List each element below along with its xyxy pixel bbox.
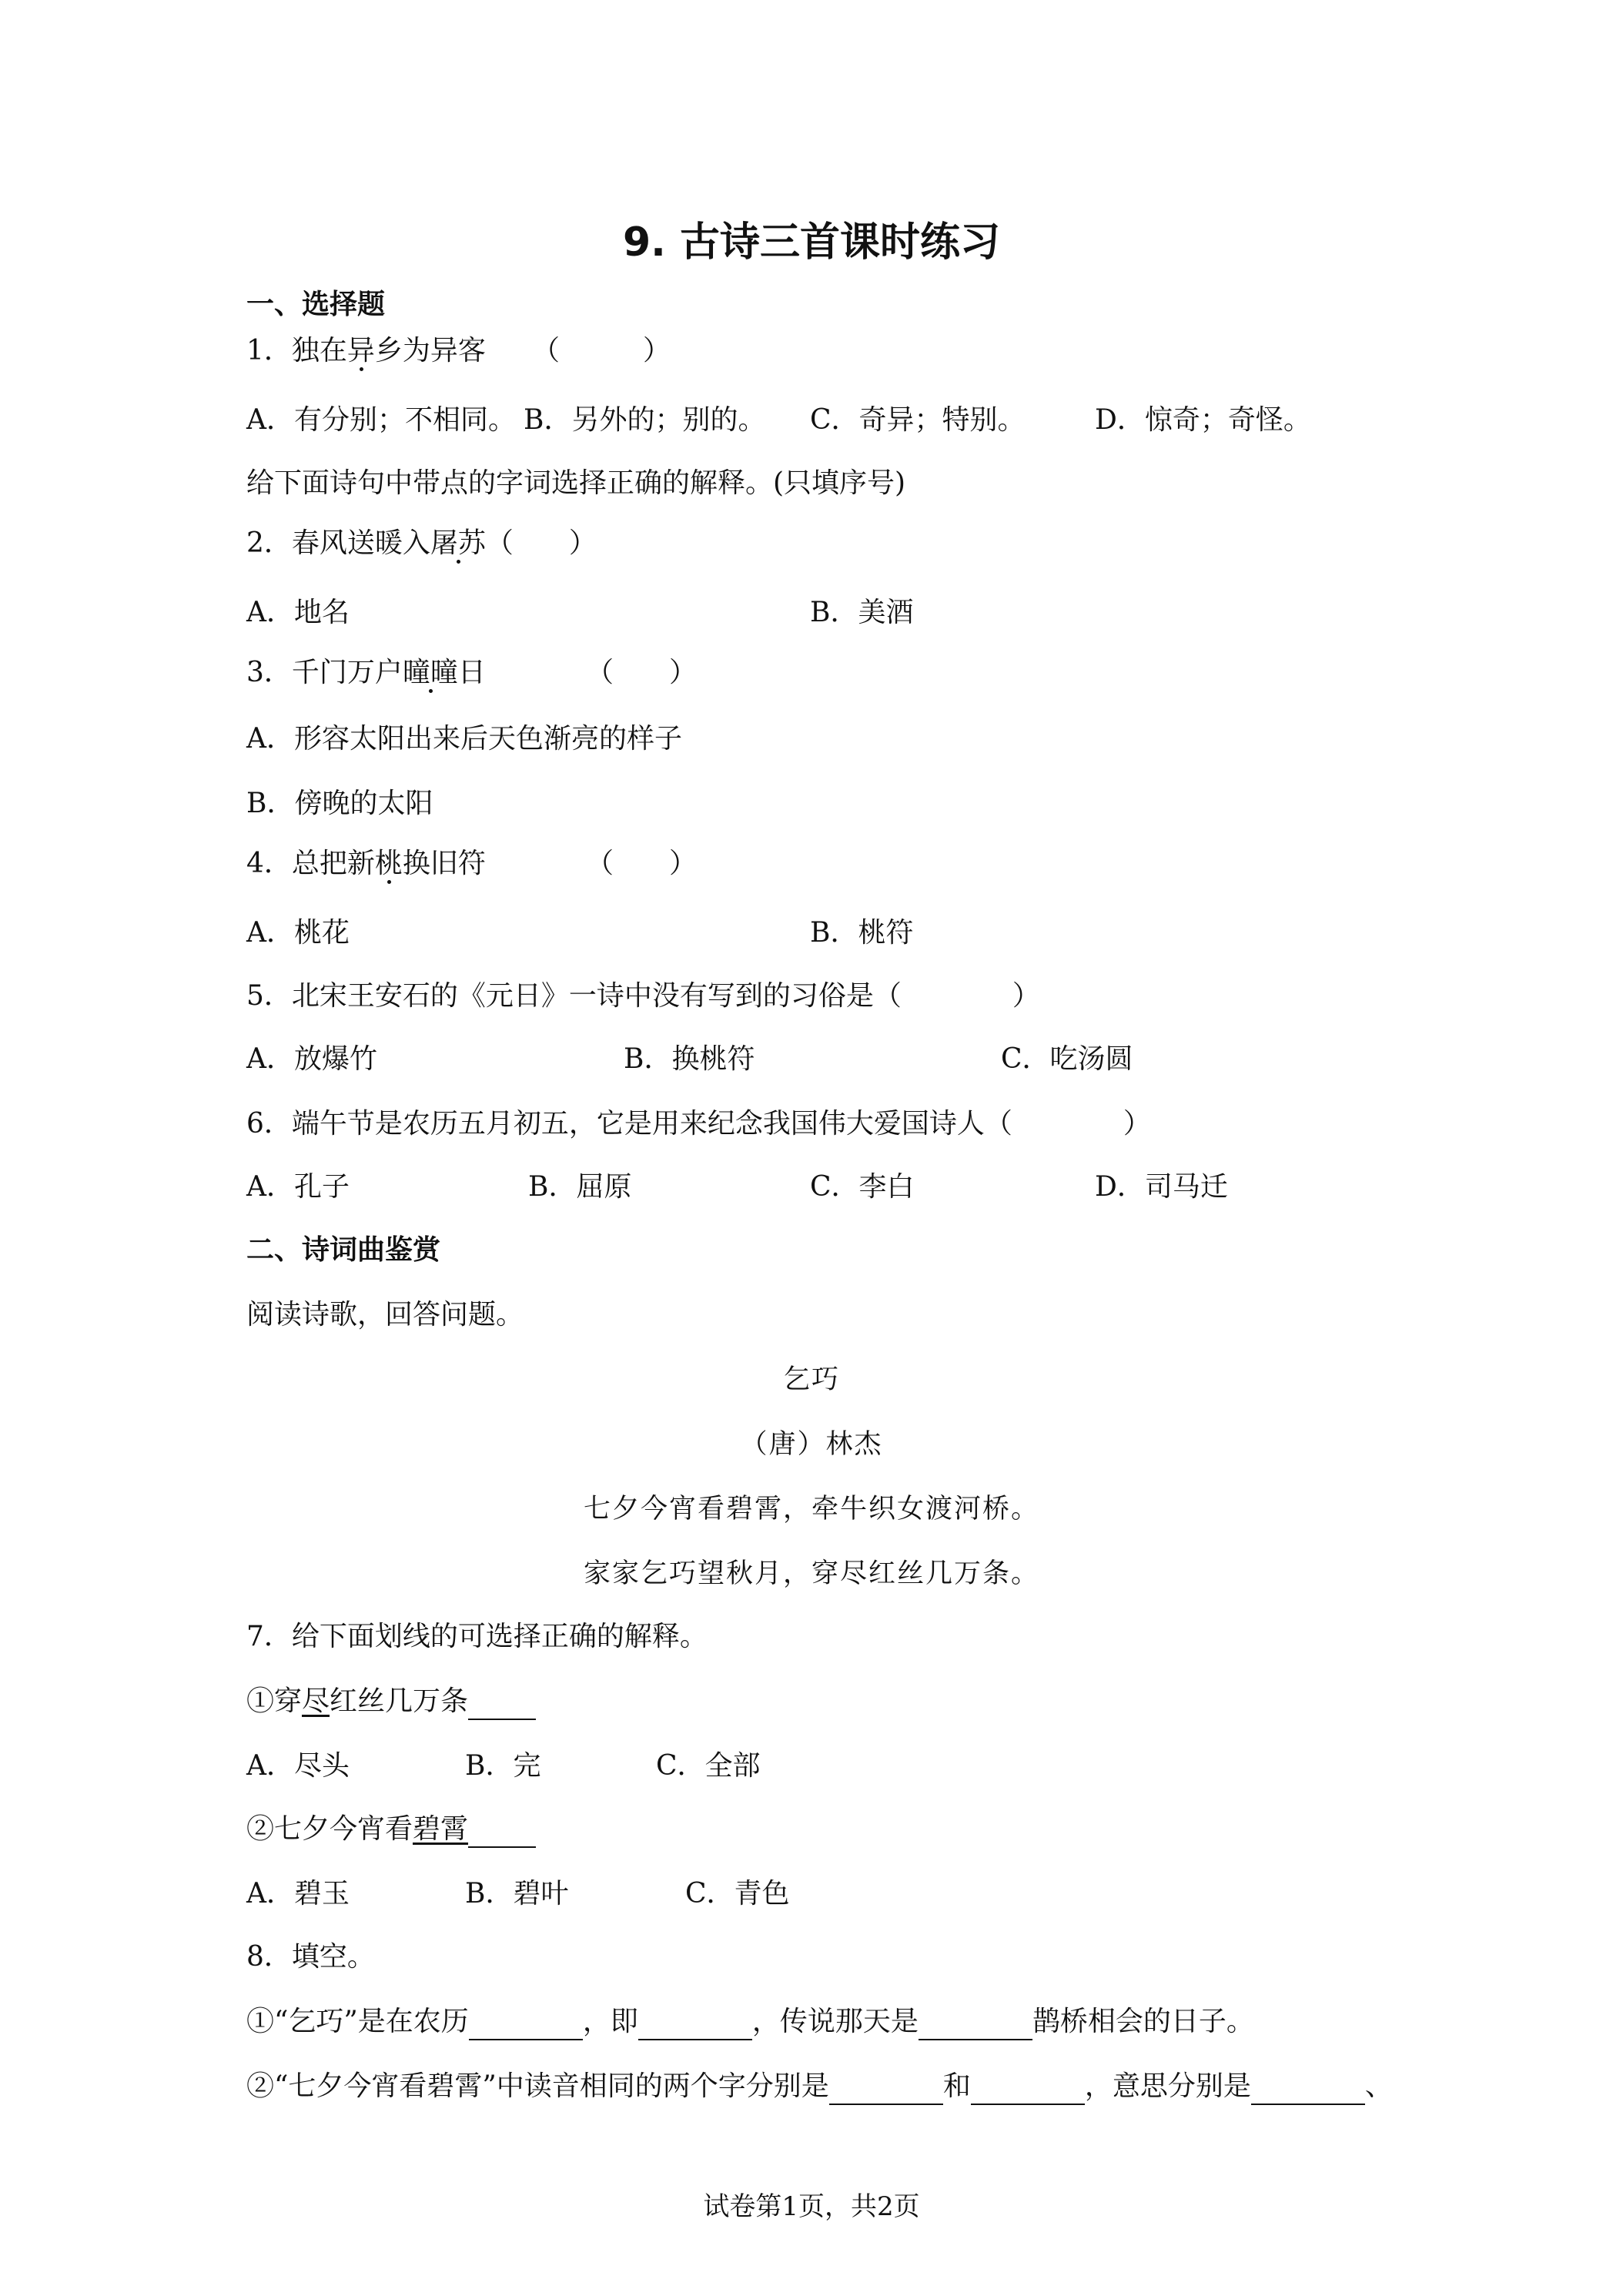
dotted-char: 异 [346, 335, 375, 366]
underlined-word: 碧霄 [413, 1813, 469, 1845]
question-4: 4．总把新桃换旧符 （ ） [246, 848, 697, 879]
dotted-char: 屠苏 [430, 527, 486, 559]
question-2-option-b: B．美酒 [810, 597, 914, 628]
answer-blank [469, 2010, 583, 2040]
question-1-option-c: C．奇异；特别。 [810, 404, 1026, 436]
question-3-option-b: B．傍晚的太阳 [246, 788, 433, 819]
question-7-sub-2-option-a: A．碧玉 [246, 1878, 350, 1909]
question-5-option-c: C．吃汤圆 [1001, 1043, 1133, 1075]
answer-blank [638, 2010, 752, 2040]
answer-blank [468, 1689, 536, 1720]
question-1-option-a: A．有分别；不相同。 [246, 404, 516, 436]
poem-line-1: 七夕今宵看碧霄，牵牛织女渡河桥。 [583, 1494, 1039, 1525]
section-heading-choice: 一、选择题 [246, 289, 386, 320]
question-4-option-b: B．桃符 [810, 917, 914, 949]
question-1: 1．独在异乡为异客 （ ） [246, 335, 671, 366]
question-8-line-2: ②“七夕今宵看碧霄”中读音相同的两个字分别是 和 ，意思分别是 、 [246, 2068, 1393, 2105]
underlined-char: 尽 [302, 1685, 330, 1717]
answer-blank [1251, 2074, 1365, 2105]
question-2-option-a: A．地名 [246, 597, 350, 628]
dotted-char: 桃 [374, 848, 403, 879]
answer-blank [971, 2074, 1085, 2105]
question-6-option-b: B．屈原 [528, 1171, 632, 1203]
page-footer: 试卷第1页，共2页 [703, 2191, 920, 2222]
question-7-sub-2-option-b: B．碧叶 [465, 1878, 569, 1909]
page-title: 9. 古诗三首课时练习 [622, 219, 1001, 266]
poem-line-2: 家家乞巧望秋月，穿尽红丝几万条。 [583, 1558, 1039, 1589]
read-prompt: 阅读诗歌，回答问题。 [246, 1299, 524, 1330]
question-7-sub-1: ①穿尽红丝几万条 [246, 1683, 536, 1720]
poem-title: 乞巧 [782, 1364, 840, 1395]
answer-blank [919, 2010, 1032, 2040]
question-7-sub-1-option-b: B．完 [465, 1750, 541, 1782]
question-8-line-1: ①“乞巧”是在农历 ，即 ，传说那天是 鹊桥相会的日子。 [246, 2003, 1254, 2040]
answer-blank [468, 1817, 536, 1848]
question-7-sub-1-option-c: C．全部 [656, 1750, 761, 1782]
question-6-option-d: D．司马迁 [1095, 1171, 1228, 1203]
question-3: 3．千门万户曈曈日 （ ） [246, 657, 697, 688]
question-6-option-c: C．李白 [810, 1171, 915, 1203]
question-6-option-a: A．孔子 [246, 1171, 350, 1203]
question-8: 8．填空。 [246, 1941, 375, 1973]
answer-blank [829, 2074, 943, 2105]
question-5: 5．北宋王安石的《元日》一诗中没有写到的习俗是（ ） [246, 980, 1040, 1012]
question-6: 6．端午节是农历五月初五，它是用来纪念我国伟大爱国诗人（ ） [246, 1108, 1151, 1140]
question-5-option-b: B．换桃符 [624, 1043, 755, 1075]
question-7-sub-2-option-c: C．青色 [685, 1878, 790, 1909]
question-5-option-a: A．放爆竹 [246, 1043, 377, 1075]
section-heading-poetry: 二、诗词曲鉴赏 [246, 1234, 441, 1266]
question-4-option-a: A．桃花 [246, 917, 350, 949]
question-1-option-b: B．另外的；别的。 [524, 404, 766, 436]
question-3-option-a: A．形容太阳出来后天色渐亮的样子 [246, 723, 682, 755]
instruction-text: 给下面诗句中带点的字词选择正确的解释。(只填序号) [246, 467, 906, 499]
dotted-char: 曈曈 [402, 657, 458, 688]
question-1-option-d: D．惊奇；奇怪。 [1095, 404, 1311, 436]
question-7-sub-1-option-a: A．尽头 [246, 1750, 350, 1782]
poem-author: （唐）林杰 [740, 1429, 883, 1460]
question-7-sub-2: ②七夕今宵看碧霄 [246, 1811, 536, 1848]
question-2: 2．春风送暖入屠苏（ ） [246, 527, 597, 559]
question-7: 7．给下面划线的可选择正确的解释。 [246, 1621, 708, 1652]
